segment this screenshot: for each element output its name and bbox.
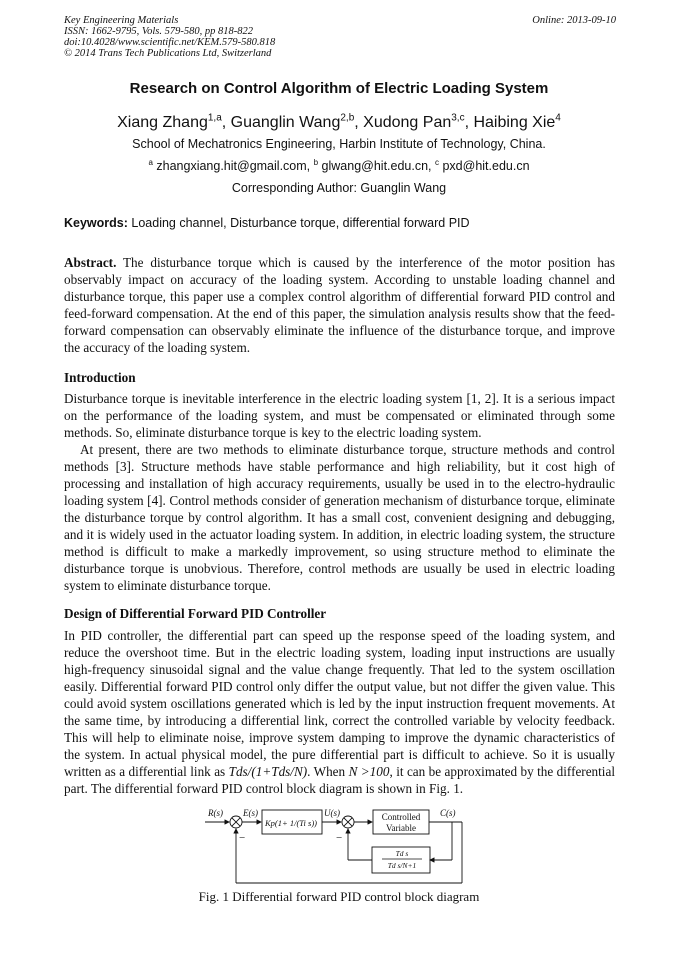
derivative-denominator: Td s/N+1 [387,861,417,870]
email-list: $^a$ zhangxiang.hit@gmail.com, $^b$ glwang@hit.edu.cn, $^c$ pxd@hit.edu.cn [148,158,530,174]
section-heading-design: Design of Differential Forward PID Controller [64,606,327,621]
block-diagram-svg [200,805,470,887]
email-link[interactable]: pxd@hit.edu.cn [442,159,530,174]
pid-transfer-function: Kp(1+ 1/(Ti s)) [265,818,318,828]
inline-formula: Tds/(1+Tds/N) [228,764,308,779]
copyright-line: © 2014 Trans Tech Publications Ltd, Switzerland [64,48,272,59]
paper-title: Research on Control Algorithm of Electric Loading System [129,80,549,97]
issn-line: ISSN: 1662-9795, Vols. 579-580, pp 818-822 [64,26,253,37]
block-diagram [200,805,470,892]
author: Xudong Pan$^{3,c}$, [363,113,474,132]
online-date: Online: 2013-09-10 [532,15,616,26]
label-e: E(s) [243,808,258,818]
intro-paragraph-2: At present, there are two methods to eliminate disturbance torque, structure methods and control methods [3]. Structure methods have stable performance and high reliability, but it cost high of processing and installation of high accuracy requirements, usually be used in to the electro-hydraulic loading system [4]. Control methods consider of generation mechanism of disturbance torque, eliminate the disturbance torque by control algorithm. It has a small cost, convenient designing and debugging, and it is widely used in the actuator loading system. In addition, in electric loading system, the structure method is difficult to make a markedly improvement, so using structure method to eliminate the disturbance torque is unobvious. Therefore, control methods are usually be used in electric loading system to eliminate disturbance torque. [64,442,615,593]
journal-name: Key Engineering Materials [64,15,179,26]
doi-line: doi:10.4028/www.scientific.net/KEM.579-580.818 [64,37,276,48]
keywords [64,216,470,230]
author: Xiang Zhang$^{1,a}$, [117,113,231,132]
figure-caption: Fig. 1 Differential forward PID control block diagram [198,889,480,904]
author: Haibing Xie$^4$ [473,113,561,132]
design-paragraph-1: In PID controller, the differential part can speed up the response speed of the loading system, and reduce the overshoot time. But in the electric loading system, loading input instructions are usually high-frequency sinusoidal signal and the value change frequently. That led to the system oscillation easily. Differential forward PID control only differ the output value, but not differ the given value. This could avoid system oscillations generated which is led by the input instruction frequent movements. At the same time, by introducing a differential link, correct the controlled variable by velocity feedback. This will help to eliminate noise, improve system damping to improve the dynamic characteristics of the system. In actual physical model, the pure differential part is difficult to achieve. So it is usually written as a differential link as Tds/(1+Tds/N). When N >100, it can be approximated by the differential part. The differential forward PID control block diagram is shown in Fig. 1. [64,628,615,796]
author-list [0,113,678,132]
affiliation: School of Mechatronics Engineering, Harbin Institute of Technology, China. [132,137,546,151]
minus-sign-inner: − [336,832,343,844]
label-r: R(s) [208,808,223,818]
keywords-text: Loading channel, Disturbance torque, differential forward PID [131,216,470,230]
email-link[interactable]: glwang@hit.edu.cn, [321,159,435,174]
plant-label-line2: Variable [386,823,416,833]
derivative-numerator: Td s [395,849,409,858]
intro-paragraph-1: Disturbance torque is inevitable interference in the electric loading system [1, 2]. It is a serious impact on the performance of the loading system, and must be compensated or eliminated through some methods. So, eliminate disturbance torque is key to the electric loading system. [64,391,615,440]
section-heading-introduction: Introduction [64,370,136,385]
label-c: C(s) [440,808,456,818]
label-u: U(s) [324,808,340,818]
minus-sign-outer: − [239,832,246,844]
plant-label-line1: Controlled [381,812,421,822]
email-link[interactable]: zhangxiang.hit@gmail.com, [156,159,314,174]
journal-header [64,15,616,59]
corresponding-author: Corresponding Author: Guanglin Wang [231,181,447,195]
author: Guanglin Wang$^{2,b}$, [230,113,364,132]
inline-condition: N >100 [348,764,390,779]
abstract-label: Abstract. [64,255,117,270]
abstract-text: The disturbance torque which is caused by the interference of the motor position has observably impact on accuracy of the loading system. According to unstable loading channel and disturbance torque, this paper use a complex control algorithm of differential forward PID control and feed-forward compensation. At the end of this paper, the simulation analysis results show that the feed-forward compensation can observably eliminate the influence of the disturbance torque, and improve the accuracy of the loading system. [64,255,615,355]
keywords-label: Keywords: [64,216,128,230]
abstract-paragraph [64,254,615,356]
